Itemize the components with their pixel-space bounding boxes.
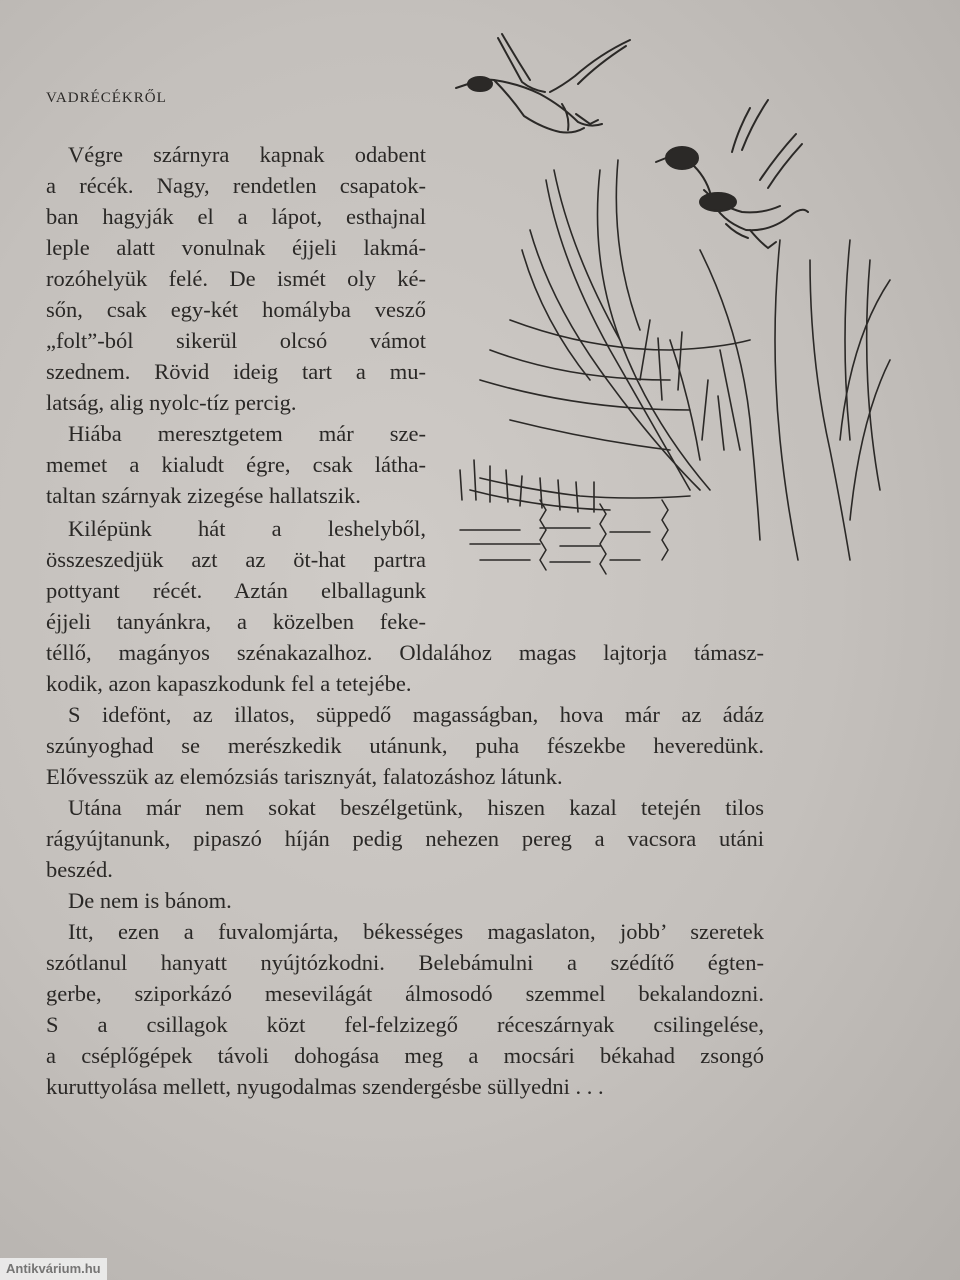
text-line: szótlanul hanyatt nyújtózkodni. Belebámulni a szédítő égten-	[46, 950, 764, 975]
reeds-icon	[460, 160, 890, 560]
ducks-over-reeds-illustration	[450, 20, 900, 590]
text-line: Itt, ezen a fuvalomjárta, békességes magaslaton, jobb’ szeretek	[68, 919, 764, 944]
running-header: VADRÉCÉKRŐL	[46, 90, 167, 106]
text-line: kuruttyolása mellett, nyugodalmas szendergésbe süllyedni . . .	[46, 1074, 604, 1099]
text-line: a récék. Nagy, rendetlen csapatok-	[46, 173, 426, 198]
text-line: Hiába meresztgetem már sze-	[68, 421, 426, 446]
text-line: memet a kialudt égre, csak látha-	[46, 452, 426, 477]
water-ripples-icon	[460, 500, 668, 574]
text-line: összeszedjük azt az öt-hat partra	[46, 547, 426, 572]
text-line: pottyant récét. Aztán elballagunk	[46, 578, 426, 603]
text-line: S idefönt, az illatos, süppedő magasságban, hova már az ádáz	[68, 702, 764, 727]
text-line: Utána már nem sokat beszélgetünk, hiszen kazal tetején tilos	[68, 795, 764, 820]
text-line: éjjeli tanyánkra, a közelben feke-	[46, 609, 426, 634]
text-line: szednem. Rövid ideig tart a mu-	[46, 359, 426, 384]
text-line: Végre szárnyra kapnak odabent	[68, 142, 426, 167]
text-line: „folt”-ból sikerül olcsó vámot	[46, 328, 426, 353]
text-line: taltan szárnyak zizegése hallatszik.	[46, 483, 361, 508]
text-line: beszéd.	[46, 857, 113, 882]
text-line: a cséplőgépek távoli dohogása meg a mocsári békahad zsongó	[46, 1043, 764, 1068]
text-line: gerbe, sziporkázó mesevilágát álmosodó szemmel bekalandozni.	[46, 981, 764, 1006]
text-line: téllő, magányos szénakazalhoz. Oldalához magas lajtorja támasz-	[46, 640, 764, 665]
text-line: kodik, azon kapaszkodunk fel a tetejébe.	[46, 671, 412, 696]
text-line: S a csillagok közt fel-felzizegő réceszárnyak csilingelése,	[46, 1012, 764, 1037]
text-line: sőn, csak egy-két homályba vesző	[46, 297, 426, 322]
watermark: Antikvárium.hu	[0, 1258, 107, 1280]
text-line: rágyújtanunk, pipaszó híján pedig nehezen pereg a vacsora utáni	[46, 826, 764, 851]
text-line: Elővesszük az elemózsiás tarisznyát, falatozáshoz látunk.	[46, 764, 563, 789]
text-line: ban hagyják el a lápot, esthajnal	[46, 204, 426, 229]
text-line: szúnyoghad se merészkedik utánunk, puha fészekbe heveredünk.	[46, 733, 764, 758]
text-line: rozóhelyük felé. De ismét oly ké-	[46, 266, 426, 291]
text-line: Kilépünk hát a leshelyből,	[68, 516, 426, 541]
text-line: leple alatt vonulnak éjjeli lakmá-	[46, 235, 426, 260]
text-line: De nem is bánom.	[68, 888, 232, 913]
text-line: latság, alig nyolc-tíz percig.	[46, 390, 297, 415]
duck-top-icon	[456, 34, 630, 133]
duck-middle-icon	[656, 100, 808, 248]
